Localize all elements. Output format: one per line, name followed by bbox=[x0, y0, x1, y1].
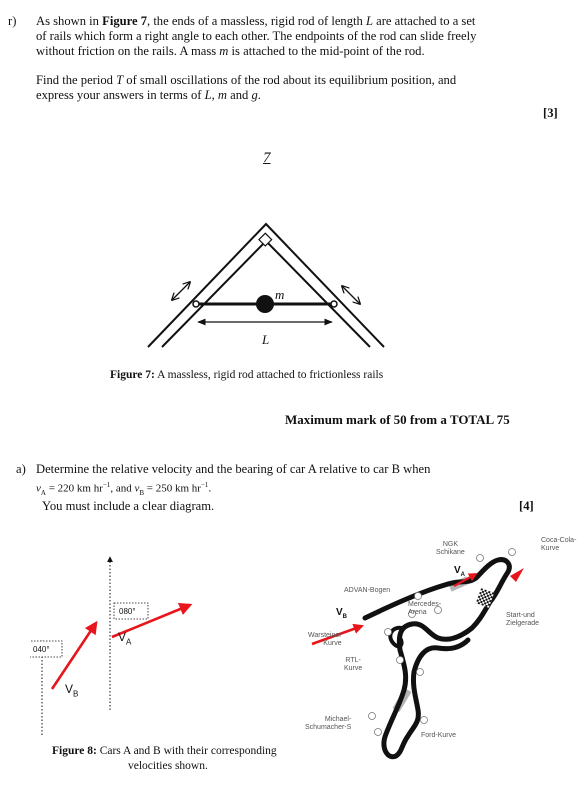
label-start: Start-und Zielgerade bbox=[506, 612, 540, 627]
question-r-line2: of rails which form a right angle to each other. The endpoints of the rod can slide freely bbox=[36, 29, 477, 43]
label-ngk: NGK Schikane bbox=[436, 541, 465, 556]
label-warsteiner: Warsteiner Kurve bbox=[308, 632, 342, 647]
figure-8-caption: Figure 8: Cars A and B with their corresponding velocities shown. bbox=[52, 745, 277, 772]
section-heading: Maximum mark of 50 from a TOTAL 75 bbox=[285, 412, 510, 427]
bearing-label-a: 080° bbox=[119, 607, 136, 616]
checkered-flag bbox=[476, 588, 495, 608]
question-a-marks: [4] bbox=[519, 499, 534, 513]
figure-7-reference: Figure 7 bbox=[102, 14, 148, 28]
question-a-label: a) bbox=[16, 462, 26, 476]
bearing-label-b: 040° bbox=[33, 645, 50, 654]
track-va-label: $V_A$ bbox=[454, 565, 466, 578]
coca-cola-marker bbox=[510, 568, 524, 582]
question-a-line2: $v_A = 220$ km $hr^{-1}$, and $v_B = 250$ km $hr^{-1}$. bbox=[36, 481, 212, 497]
track-vb-label: $V_B$ bbox=[336, 607, 348, 620]
mass-label: m bbox=[275, 287, 285, 302]
figure-7-top-label: 7 bbox=[263, 150, 271, 166]
figure-7-caption: Figure 7: A massless, rigid rod attached to frictionless rails bbox=[110, 369, 384, 381]
label-coca-cola: Coca-Cola- Kurve bbox=[541, 537, 577, 552]
point-mass bbox=[256, 295, 274, 313]
rod-end-right bbox=[331, 301, 337, 307]
label-ford: Ford-Kurve bbox=[421, 732, 457, 739]
slide-arrow-right bbox=[342, 286, 360, 304]
label-rtl: RTL- Kurve bbox=[344, 657, 363, 672]
question-a-line3: You must include a clear diagram. bbox=[42, 499, 215, 513]
question-r-line3: without friction on the rails. A mass m is attached to the mid-point of the rod. bbox=[36, 44, 425, 58]
label-michael-schumacher: Michael- Schumacher-S bbox=[305, 716, 352, 731]
question-r-line5: express your answers in terms of L, m and g. bbox=[36, 88, 261, 102]
rod-end-left bbox=[193, 301, 199, 307]
length-label: L bbox=[262, 332, 270, 347]
label-mercedes: Mercedes- Arena bbox=[408, 601, 442, 616]
label-advan: ADVAN-Bogen bbox=[344, 587, 391, 594]
figure-8-diagram bbox=[30, 555, 230, 745]
figure-8-va-label: $V_A$ bbox=[118, 630, 132, 647]
question-a-line1: Determine the relative velocity and the bearing of car A relative to car B when bbox=[36, 462, 431, 476]
question-r-line4: Find the period T of small oscillations of the rod about its equilibrium position, and bbox=[36, 73, 457, 87]
question-r-line1: As shown in Figure 7, the ends of a massless, rigid rod of length L are attached to a set bbox=[36, 14, 476, 28]
slide-arrow-left bbox=[172, 282, 190, 300]
question-r-marks: [3] bbox=[543, 106, 558, 120]
figure-8-vb-label: $V_B$ bbox=[65, 682, 79, 699]
question-r-label: r) bbox=[8, 14, 17, 28]
